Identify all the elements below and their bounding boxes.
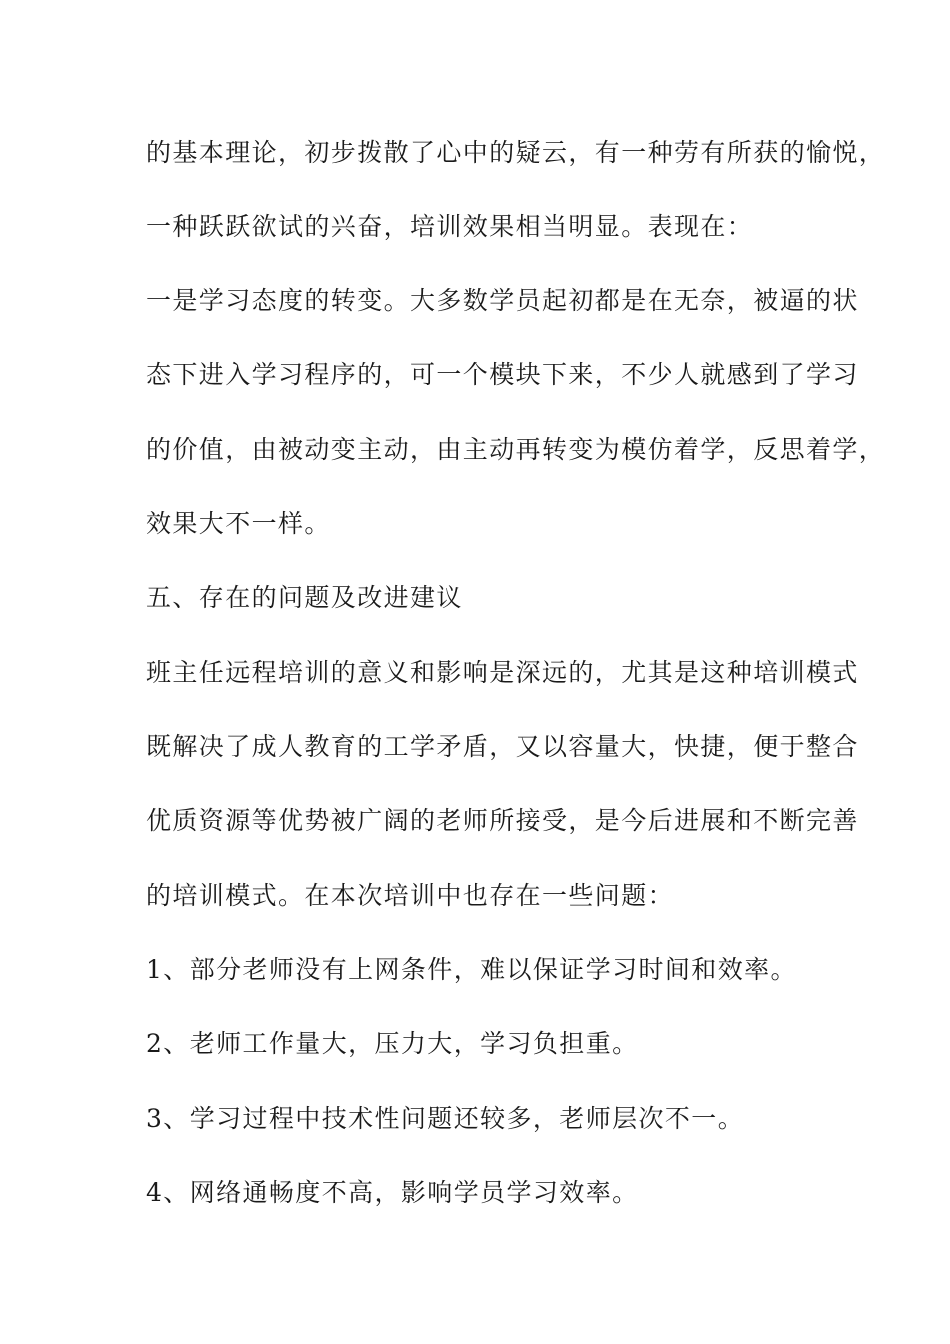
list-item: 3、学习过程中技术性问题还较多，老师层次不一。	[146, 1104, 745, 1133]
text-line: 效果大不一样。	[146, 509, 331, 538]
text-line: 的价值，由被动变主动，由主动再转变为模仿着学，反思着学，	[146, 435, 886, 464]
text-line: 的培训模式。在本次培训中也存在一些问题：	[146, 881, 675, 910]
text-line: 一是学习态度的转变。大多数学员起初都是在无奈，被逼的状	[146, 286, 859, 315]
text-line: 一种跃跃欲试的兴奋，培训效果相当明显。表现在：	[146, 212, 754, 241]
text-line: 的基本理论，初步拨散了心中的疑云，有一种劳有所获的愉悦，	[146, 138, 886, 167]
list-item: 1、部分老师没有上网条件，难以保证学习时间和效率。	[146, 955, 797, 984]
text-line: 态下进入学习程序的，可一个模块下来，不少人就感到了学习	[146, 360, 859, 389]
text-line: 班主任远程培训的意义和影响是深远的，尤其是这种培训模式	[146, 658, 859, 687]
text-line: 优质资源等优势被广阔的老师所接受，是今后进展和不断完善	[146, 806, 859, 835]
text-line: 既解决了成人教育的工学矛盾，又以容量大，快捷，便于整合	[146, 732, 859, 761]
list-item: 4、网络通畅度不高，影响学员学习效率。	[146, 1178, 639, 1207]
section-heading: 五、存在的问题及改进建议	[146, 583, 463, 612]
list-item: 2、老师工作量大，压力大，学习负担重。	[146, 1029, 639, 1058]
